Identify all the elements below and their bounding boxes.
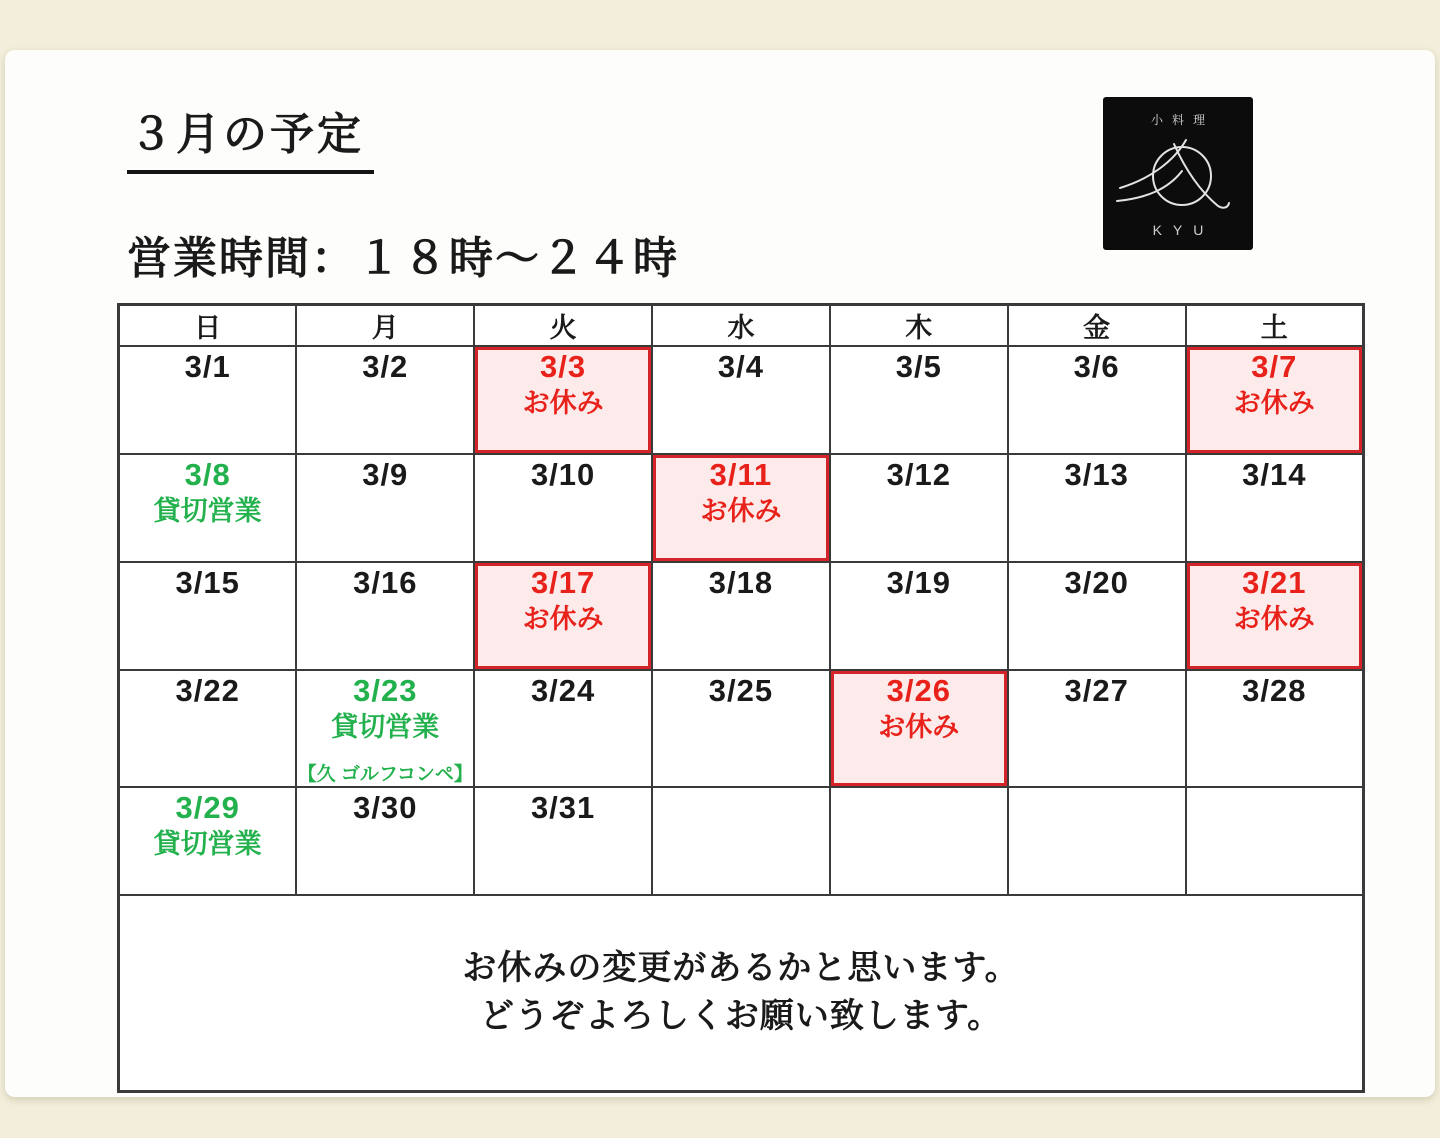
flyer-card bbox=[5, 50, 1435, 1097]
cell-date: 3/15 bbox=[175, 565, 240, 600]
calendar-week-row bbox=[119, 346, 1364, 454]
weekday-header-3: 水 bbox=[652, 305, 830, 347]
calendar-cell-3-1 bbox=[119, 346, 297, 454]
cell-date: 3/13 bbox=[1064, 457, 1129, 492]
calendar-cell-3-24 bbox=[474, 670, 652, 787]
cell-date: 3/16 bbox=[353, 565, 418, 600]
calendar-cell-3-19 bbox=[830, 562, 1008, 670]
shop-logo bbox=[1103, 97, 1253, 250]
cell-date: 3/24 bbox=[530, 673, 596, 708]
calendar-cell-3-25 bbox=[652, 670, 830, 787]
footer-note-row bbox=[119, 895, 1364, 1092]
calendar-cell-3-15 bbox=[119, 562, 297, 670]
calendar-week-row bbox=[119, 787, 1364, 895]
cell-date: 3/2 bbox=[362, 349, 409, 384]
cell-note: お休み bbox=[1233, 603, 1315, 634]
calendar-week-row bbox=[119, 454, 1364, 562]
calendar-cell-3-10 bbox=[474, 454, 652, 562]
calendar-cell-3-21 bbox=[1186, 562, 1364, 670]
weekday-header-4: 木 bbox=[830, 305, 1008, 347]
cell-subnote: 【久 ゴルフコンペ】 bbox=[297, 764, 473, 786]
cell-date: 3/31 bbox=[530, 790, 596, 826]
calendar-cell-empty bbox=[1008, 787, 1186, 895]
weekday-row bbox=[119, 305, 1364, 347]
calendar-cell-3-31 bbox=[474, 787, 652, 895]
calendar-cell-3-14 bbox=[1186, 454, 1364, 562]
cell-note: お休み bbox=[1233, 387, 1315, 418]
calendar-cell-3-12 bbox=[830, 454, 1008, 562]
logo-shop-name-label: KYU bbox=[1152, 222, 1215, 238]
calendar-cell-3-23 bbox=[296, 670, 474, 787]
cell-date: 3/30 bbox=[353, 790, 418, 826]
weekday-header-1: 月 bbox=[296, 305, 474, 347]
cell-date: 3/8 bbox=[184, 457, 231, 492]
weekday-header-6: 土 bbox=[1186, 305, 1364, 347]
page-title: ３月の予定 bbox=[127, 98, 374, 174]
calendar-body bbox=[119, 346, 1364, 895]
cell-date: 3/28 bbox=[1242, 673, 1307, 708]
calendar-cell-3-29 bbox=[119, 787, 297, 895]
footer-note-line2: どうぞよろしくお願い致します。 bbox=[479, 997, 1003, 1036]
cell-date: 3/9 bbox=[362, 457, 409, 492]
calendar-cell-3-17 bbox=[474, 562, 652, 670]
weekday-header-0: 日 bbox=[119, 305, 297, 347]
cell-date: 3/26 bbox=[886, 673, 951, 708]
calendar-cell-3-28 bbox=[1186, 670, 1364, 787]
cell-date: 3/3 bbox=[540, 349, 587, 384]
cell-date: 3/21 bbox=[1242, 565, 1307, 600]
calendar-cell-3-8 bbox=[119, 454, 297, 562]
calendar-cell-empty bbox=[1186, 787, 1364, 895]
cell-date: 3/27 bbox=[1064, 673, 1129, 708]
cell-date: 3/12 bbox=[886, 457, 951, 492]
calendar-week-row bbox=[119, 562, 1364, 670]
calendar-cell-3-16 bbox=[296, 562, 474, 670]
calendar-cell-3-20 bbox=[1008, 562, 1186, 670]
calendar-cell-empty bbox=[830, 787, 1008, 895]
cell-date: 3/7 bbox=[1251, 349, 1298, 384]
kyu-circle-mark-icon bbox=[1112, 129, 1244, 221]
business-hours: 営業時間：１８時～２４時 bbox=[127, 234, 679, 283]
cell-date: 3/11 bbox=[709, 457, 773, 492]
calendar-cell-3-6 bbox=[1008, 346, 1186, 454]
calendar-cell-3-18 bbox=[652, 562, 830, 670]
cell-date: 3/25 bbox=[708, 673, 774, 708]
calendar-cell-3-2 bbox=[296, 346, 474, 454]
calendar-cell-3-11 bbox=[652, 454, 830, 562]
calendar-cell-3-26 bbox=[830, 670, 1008, 787]
cell-note: お休み bbox=[522, 603, 604, 634]
weekday-header-5: 金 bbox=[1008, 305, 1186, 347]
cell-date: 3/20 bbox=[1064, 565, 1129, 600]
calendar-cell-3-27 bbox=[1008, 670, 1186, 787]
cell-date: 3/6 bbox=[1073, 349, 1120, 384]
cell-date: 3/22 bbox=[175, 673, 240, 708]
weekday-header-2: 火 bbox=[474, 305, 652, 347]
calendar-week-row bbox=[119, 670, 1364, 787]
cell-date: 3/4 bbox=[717, 349, 764, 384]
cell-date: 3/14 bbox=[1242, 457, 1307, 492]
cell-note: お休み bbox=[700, 495, 782, 526]
footer-note bbox=[119, 895, 1364, 1092]
calendar-cell-3-9 bbox=[296, 454, 474, 562]
cell-note: 貸切営業 bbox=[153, 828, 262, 859]
march-calendar bbox=[117, 303, 1365, 1093]
calendar-cell-3-3 bbox=[474, 346, 652, 454]
footer-note-line1: お休みの変更があるかと思います。 bbox=[462, 949, 1020, 988]
cell-date: 3/29 bbox=[175, 790, 240, 826]
cell-date: 3/17 bbox=[530, 565, 596, 600]
calendar-cell-3-13 bbox=[1008, 454, 1186, 562]
cell-note: お休み bbox=[522, 387, 604, 418]
cell-note: お休み bbox=[878, 711, 960, 742]
cell-date: 3/23 bbox=[353, 673, 418, 708]
cell-note: 貸切営業 bbox=[331, 711, 440, 742]
calendar-cell-3-30 bbox=[296, 787, 474, 895]
cell-note: 貸切営業 bbox=[153, 495, 262, 526]
calendar-cell-3-5 bbox=[830, 346, 1008, 454]
calendar-cell-empty bbox=[652, 787, 830, 895]
calendar-cell-3-4 bbox=[652, 346, 830, 454]
cell-date: 3/18 bbox=[708, 565, 774, 600]
cell-date: 3/1 bbox=[184, 349, 231, 384]
calendar-cell-3-7 bbox=[1186, 346, 1364, 454]
calendar-cell-3-22 bbox=[119, 670, 297, 787]
cell-date: 3/5 bbox=[895, 349, 942, 384]
cell-date: 3/10 bbox=[530, 457, 596, 492]
logo-shop-type-label: 小料理 bbox=[1150, 113, 1214, 127]
cell-date: 3/19 bbox=[886, 565, 951, 600]
